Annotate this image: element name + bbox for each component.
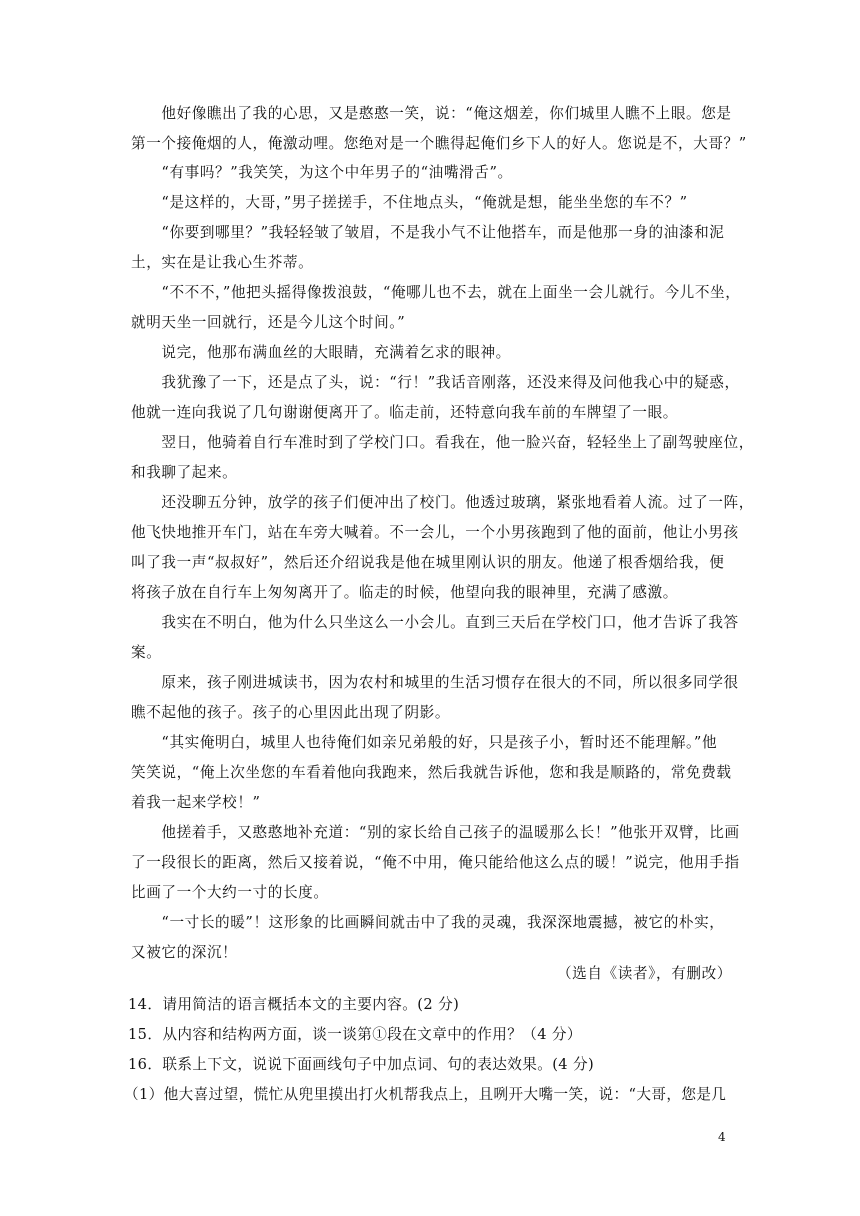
article-line: 和我聊了起来。	[131, 464, 238, 481]
article-line: 原来，孩子刚进城读书，因为农村和城里的生活习惯存在很大的不同，所以很多同学很	[131, 674, 739, 691]
article-line: 他好像瞧出了我的心思，又是憨憨一笑，说：“俺这烟差，你们城里人瞧不上眼。您是	[131, 105, 732, 122]
article-line: 他就一连向我说了几句谢谢便离开了。临走前，还特意向我车前的车牌望了一眼。	[131, 404, 678, 421]
article-line: “你要到哪里？”我轻轻皱了皱眉，不是我小气不让他搭车，而是他那一身的油漆和泥	[131, 224, 725, 241]
article-line: 了一段很长的距离，然后又接着说，“俺不中用，俺只能给他这么点的暖！”说完，他用手指	[131, 854, 740, 871]
article-line: 我实在不明白，他为什么只坐这么一小会儿。直到三天后在学校门口，他才告诉了我答	[131, 614, 739, 631]
article-line: “有事吗？”我笑笑，为这个中年男子的“油嘴滑舌”。	[131, 164, 513, 181]
article-line: 土，实在是让我心生芥蒂。	[131, 254, 314, 271]
article-line: 笑笑说，“俺上次坐您的车看着他向我跑来，然后我就告诉他，您和我是顺路的，常免费载	[131, 764, 732, 781]
article-line: 说完，他那布满血丝的大眼睛，充满着乞求的眼神。	[131, 344, 511, 361]
article-line: 第一个接俺烟的人，俺激动哩。您绝对是一个瞧得起俺们乡下人的好人。您说是不，大哥？”	[131, 135, 747, 152]
page-number: 4	[718, 1130, 726, 1144]
article-line: 又被它的深沉！	[131, 944, 238, 961]
article-line: 叫了我一声“叔叔好”，然后还介绍说我是他在城里刚认识的朋友。他递了根香烟给我，便	[131, 554, 725, 571]
article-line: 瞧不起他的孩子。孩子的心里因此出现了阴影。	[131, 704, 451, 721]
article-line: 将孩子放在自行车上匆匆离开了。临走的时候，他望向我的眼神里，充满了感激。	[131, 584, 678, 601]
article-line: “一寸长的暖”！这形象的比画瞬间就击中了我的灵魂，我深深地震撼，被它的朴实，	[131, 914, 725, 931]
question-15: 15．从内容和结构两方面，谈一谈第①段在文章中的作用？（4 分）	[128, 1026, 582, 1043]
article-line: 还没聊五分钟，放学的孩子们便冲出了校门。他透过玻璃，紧张地看着人流。过了一阵，	[131, 494, 754, 511]
article-line: 着我一起来学校！”	[131, 794, 261, 811]
question-16-part-1: （1）他大喜过望，慌忙从兜里摸出打火机帮我点上，且咧开大嘴一笑，说：“大哥，您是几	[124, 1086, 727, 1103]
article-line: 就明天坐一回就行，还是今儿这个时间。”	[131, 314, 406, 331]
article-line: 我犹豫了一下，还是点了头，说：“行！”我话音刚落，还没来得及问他我心中的疑惑，	[131, 374, 740, 391]
article-line: “是这样的，大哥，”男子搓搓手，不住地点头，“俺就是想，能坐坐您的车不？”	[131, 194, 688, 211]
question-16: 16．联系上下文，说说下面画线句子中加点词、句的表达效果。(4 分)	[128, 1056, 595, 1073]
article-line: “其实俺明白，城里人也待俺们如亲兄弟般的好，只是孩子小，暂时还不能理解。”他	[131, 734, 718, 751]
article-line: 他搓着手，又憨憨地补充道：“别的家长给自己孩子的温暖那么长！”他张开双臂，比画	[131, 824, 740, 841]
article-line: “不不不，”他把头摇得像拨浪鼓，“俺哪儿也不去，就在上面坐一会儿就行。今儿不坐，	[131, 284, 741, 301]
article-line: 翌日，他骑着自行车准时到了学校门口。看我在，他一脸兴奋，轻轻坐上了副驾驶座位，	[131, 434, 754, 451]
article-line: 比画了一个大约一寸的长度。	[131, 884, 329, 901]
source-citation: （选自《读者》，有删改）	[556, 965, 732, 982]
article-line: 案。	[131, 644, 162, 661]
question-14: 14．请用简洁的语言概括本文的主要内容。(2 分)	[128, 996, 460, 1013]
article-line: 他飞快地推开车门，站在车旁大喊着。不一会儿，一个小男孩跑到了他的面前，他让小男孩	[131, 524, 739, 541]
